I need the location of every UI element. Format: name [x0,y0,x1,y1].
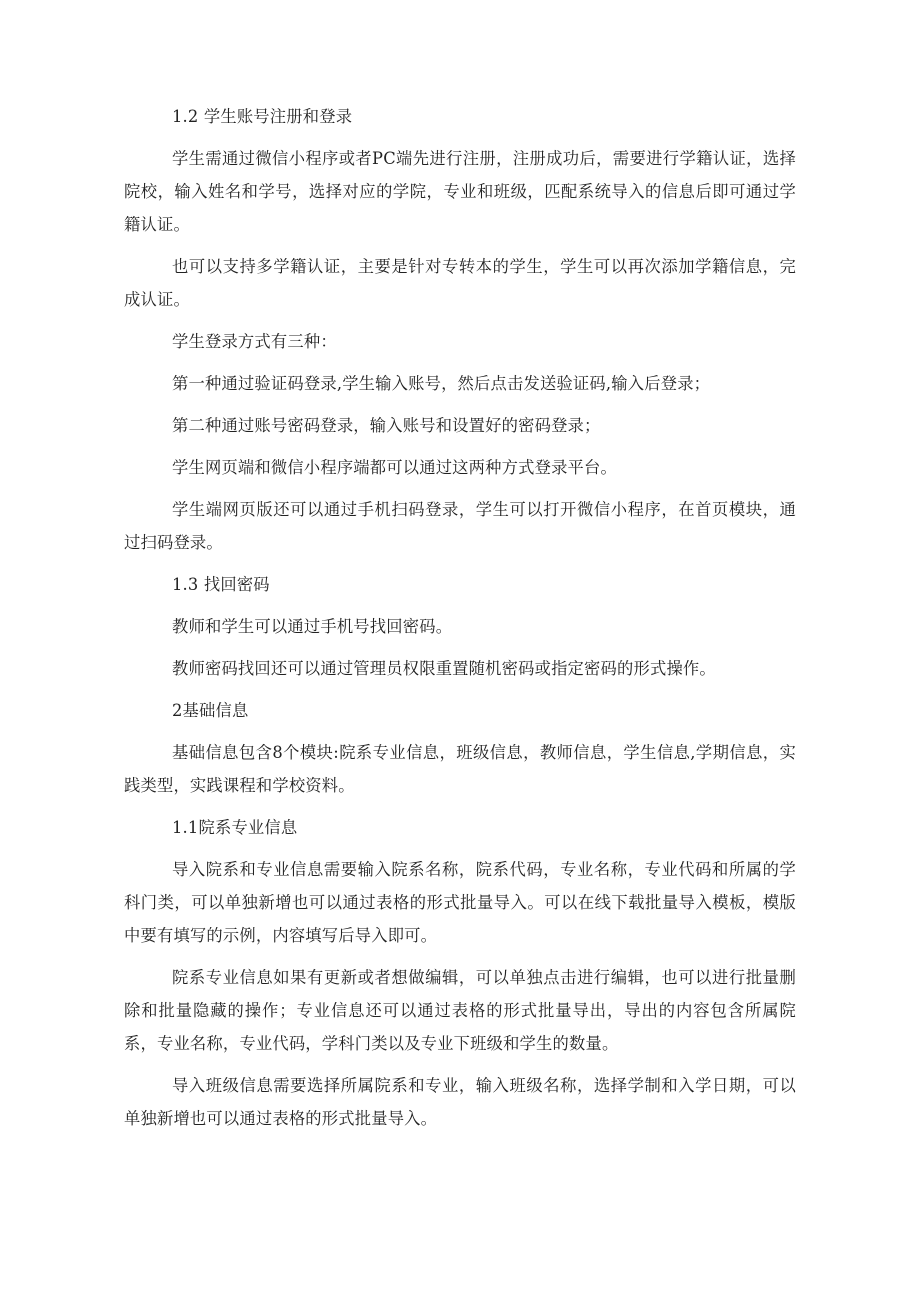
paragraph-teacher-password-reset: 教师密码找回还可以通过管理员权限重置随机密码或指定密码的形式操作。 [172,659,716,678]
paragraph-login-method-two: 第二种通过账号密码登录，输入账号和设置好的密码登录； [172,416,601,435]
paragraph-student-registration: 学生需通过微信小程序或者PC端先进行注册，注册成功后，需要进行学籍认证，选择院校，输入姓名和学号，选择对应的学院，专业和班级，匹配系统导入的信息后即可通过学籍认证。 [124,149,796,234]
paragraph-edit-department-major: 院系专业信息如果有更新或者想做编辑，可以单独点击进行编辑，也可以进行批量删除和批量隐藏的操作；专业信息还可以通过表格的形式批量导出，导出的内容包含所属院系，专业名称，专业代码，学科门类以及专业下班级和学生的数量。 [124,968,796,1053]
paragraph-import-department-major: 导入院系和专业信息需要输入院系名称，院系代码，专业名称，专业代码和所属的学科门类，可以单独新增也可以通过表格的形式批量导入。可以在线下载批量导入模板，模版中要有填写的示例，内容填写后导入即可。 [124,860,796,945]
section-heading-2: 2基础信息 [172,701,249,720]
paragraph-password-recovery-phone: 教师和学生可以通过手机号找回密码。 [172,617,453,636]
paragraph-basic-info-modules: 基础信息包含8个模块:院系专业信息，班级信息，教师信息，学生信息,学期信息，实践类型，实践课程和学校资料。 [124,743,796,795]
paragraph-multiple-status: 也可以支持多学籍认证，主要是针对专转本的学生，学生可以再次添加学籍信息，完成认证。 [124,257,796,309]
paragraph-login-method-one: 第一种通过验证码登录,学生输入账号，然后点击发送验证码,输入后登录； [172,374,711,393]
paragraph-web-and-mini-program: 学生网页端和微信小程序端都可以通过这两种方式登录平台。 [172,458,617,477]
document-body [124,100,796,1144]
paragraph-qr-login: 学生端网页版还可以通过手机扫码登录，学生可以打开微信小程序，在首页模块，通过扫码登录。 [124,500,796,552]
paragraph-import-class-info: 导入班级信息需要选择所属院系和专业，输入班级名称，选择学制和入学日期，可以单独新增也可以通过表格的形式批量导入。 [124,1076,796,1128]
section-heading-1-2: 1.2 学生账号注册和登录 [172,107,353,126]
section-heading-1-3: 1.3 找回密码 [172,575,270,594]
paragraph-login-methods-intro: 学生登录方式有三种： [172,332,337,351]
section-heading-1-1: 1.1院系专业信息 [172,818,298,837]
